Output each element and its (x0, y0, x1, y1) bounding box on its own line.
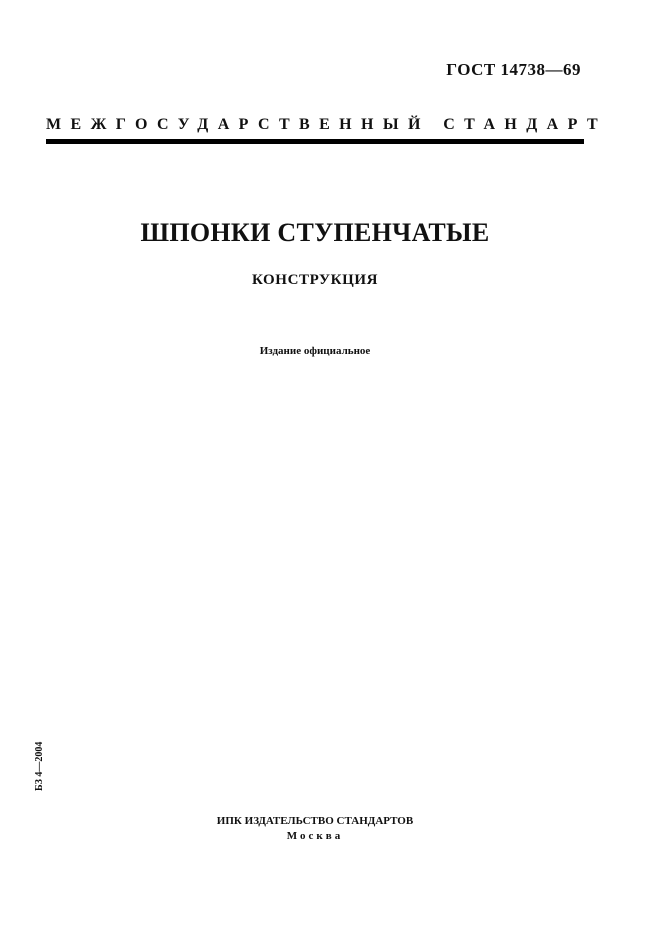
publisher-name: ИПК ИЗДАТЕЛЬСТВО СТАНДАРТОВ (216, 815, 414, 827)
header-rule (46, 139, 584, 144)
document-subtitle: КОНСТРУКЦИЯ (251, 272, 379, 288)
gost-number: ГОСТ 14738—69 (446, 60, 581, 79)
publisher-city: Москва (286, 830, 344, 842)
document-title: ШПОНКИ СТУПЕНЧАТЫЕ (140, 218, 490, 247)
edition-label: Издание официальное (259, 345, 371, 357)
side-catalog-code: БЗ 4—2004 (34, 741, 45, 791)
standard-type-heading: МЕЖГОСУДАРСТВЕННЫЙ СТАНДАРТ (46, 116, 608, 133)
